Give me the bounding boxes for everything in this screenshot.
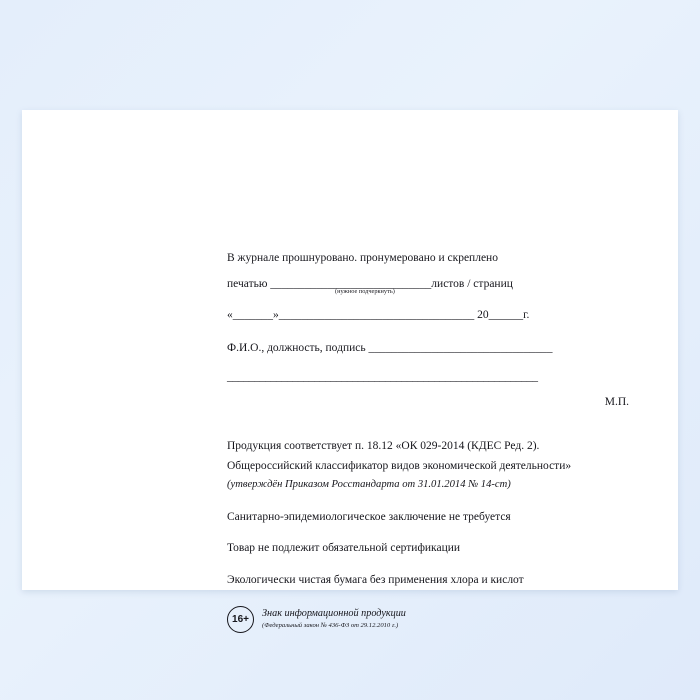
- conformity-line-1: Продукция соответствует п. 18.12 «ОК 029-2014 (КДЕС Ред. 2).: [227, 440, 540, 453]
- paper-note: Экологически чистая бумага без применения хлора и кислот: [227, 574, 524, 587]
- date-line: «_______»__________________________________ 20______г.: [227, 309, 530, 322]
- journal-statement-line: В журнале прошнуровано. пронумеровано и скреплено: [227, 252, 498, 264]
- age-rating-icon: 16+: [227, 606, 254, 633]
- blank-signature-line: _________________________________________________________: [227, 370, 538, 383]
- seal-pages-line: [227, 276, 647, 293]
- information-mark-law: (Федеральный закон № 436-ФЗ от 29.12.2010 г.): [262, 622, 399, 630]
- document-content: [227, 250, 647, 633]
- certification-block: [227, 250, 647, 411]
- document-page: [22, 110, 678, 630]
- seal-pages-text: печатью ____________________________листов / страниц: [227, 277, 513, 290]
- underline-hint: (нужное подчеркнуть): [335, 287, 395, 295]
- conformity-line-3: (утверждён Приказом Росстандарта от 31.01.2014 № 14-ст): [227, 479, 511, 491]
- information-mark-row: [227, 606, 647, 633]
- information-mark-text: [262, 608, 406, 630]
- sanitary-note: Санитарно-эпидемиологическое заключение не требуется: [227, 510, 511, 523]
- legal-notes-block: [227, 438, 647, 589]
- information-mark-title: Знак информационной продукции: [262, 608, 406, 620]
- name-position-signature-line: Ф.И.О., должность, подпись ________________________________: [227, 342, 553, 355]
- conformity-line-2: Общероссийский классификатор видов экономической деятельности»: [227, 459, 572, 472]
- stamp-place-label: М.П.: [604, 396, 629, 409]
- certification-note: Товар не подлежит обязательной сертификации: [227, 542, 461, 555]
